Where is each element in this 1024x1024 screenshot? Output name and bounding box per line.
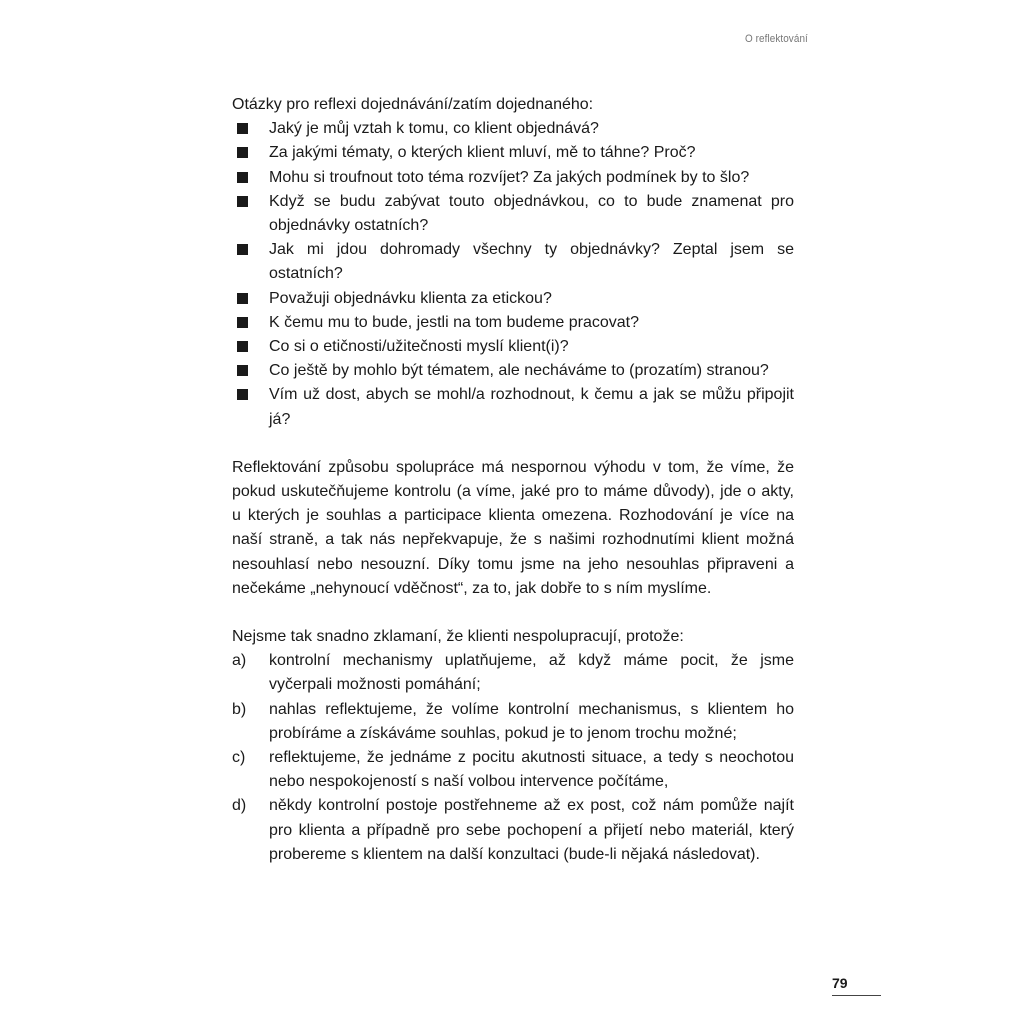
list-item: K čemu mu to bude, jestli na tom budeme pracovat? <box>232 311 794 335</box>
square-bullet-icon <box>237 317 248 328</box>
square-bullet-icon <box>237 147 248 158</box>
list-item: Vím už dost, abych se mohl/a rozhodnout, k čemu a jak se můžu připojit já? <box>232 383 794 431</box>
running-header: O reflektování <box>745 33 808 45</box>
square-bullet-icon <box>237 123 248 134</box>
reasons-intro: Nejsme tak snadno zklamaní, že klienti nespolupracují, protože: <box>232 628 684 646</box>
page-body <box>232 93 794 867</box>
list-marker: c) <box>232 749 246 767</box>
square-bullet-icon <box>237 389 248 400</box>
square-bullet-icon <box>237 341 248 352</box>
list-item: Mohu si troufnout toto téma rozvíjet? Za jakých podmínek by to šlo? <box>232 166 794 190</box>
square-bullet-icon <box>237 172 248 183</box>
square-bullet-icon <box>237 293 248 304</box>
list-item: d) někdy kontrolní postoje postřehneme až ex post, což nám pomůže najít pro klienta a případně pro sebe pochopení a přijetí nebo materiál, který probereme s klientem na další konzultaci (bude-li nějaká následovat). <box>232 794 794 867</box>
reasons-list <box>232 649 794 867</box>
list-item: Když se budu zabývat touto objednávkou, co to bude znamenat pro objednávky ostatních? <box>232 190 794 238</box>
list-marker: b) <box>232 700 247 718</box>
square-bullet-icon <box>237 196 248 207</box>
list-item: c) reflektujeme, že jednáme z pocitu akutnosti situace, a tedy s neochotou nebo nespokojeností s naší volbou intervence počítáme, <box>232 746 794 794</box>
list-marker: d) <box>232 797 247 815</box>
list-item: Jak mi jdou dohromady všechny ty objednávky? Zeptal jsem se ostatních? <box>232 238 794 286</box>
list-item: Jaký je můj vztah k tomu, co klient objednává? <box>232 117 794 141</box>
body-paragraph: Reflektování způsobu spolupráce má nespornou výhodu v tom, že víme, že pokud uskutečňujeme kontrolu (a víme, jaké pro to máme důvody), jde o akty, u kterých je souhlas a participace klienta omezena. Rozhodování je více na naší straně, a tak nás nepřekvapuje, že s našimi rozhodnutími klient možná nesouhlasí nebo nesouzní. Díky tomu jsme na jeho nesouhlas připraveni a nečekáme „nehynoucí vděčnost“, za to, jak dobře to s ním myslíme. <box>232 458 794 597</box>
page-number: 79 <box>832 975 848 991</box>
square-bullet-icon <box>237 365 248 376</box>
list-item: a) kontrolní mechanismy uplatňujeme, až když máme pocit, že jsme vyčerpali možnosti pomáhání; <box>232 649 794 697</box>
questions-list <box>232 117 794 432</box>
list-item: Co si o etičnosti/užitečnosti myslí klient(i)? <box>232 335 794 359</box>
list-item: b) nahlas reflektujeme, že volíme kontrolní mechanismus, s klientem ho probíráme a získáváme souhlas, pokud je to jenom trochu možné; <box>232 698 794 746</box>
list-item: Co ještě by mohlo být tématem, ale necháváme to (prozatím) stranou? <box>232 359 794 383</box>
questions-intro: Otázky pro reflexi dojednávání/zatím dojednaného: <box>232 96 594 113</box>
list-item: Považuji objednávku klienta za etickou? <box>232 287 794 311</box>
list-item: Za jakými tématy, o kterých klient mluví, mě to táhne? Proč? <box>232 141 794 165</box>
square-bullet-icon <box>237 244 248 255</box>
list-marker: a) <box>232 652 247 670</box>
page-number-rule <box>832 995 881 996</box>
